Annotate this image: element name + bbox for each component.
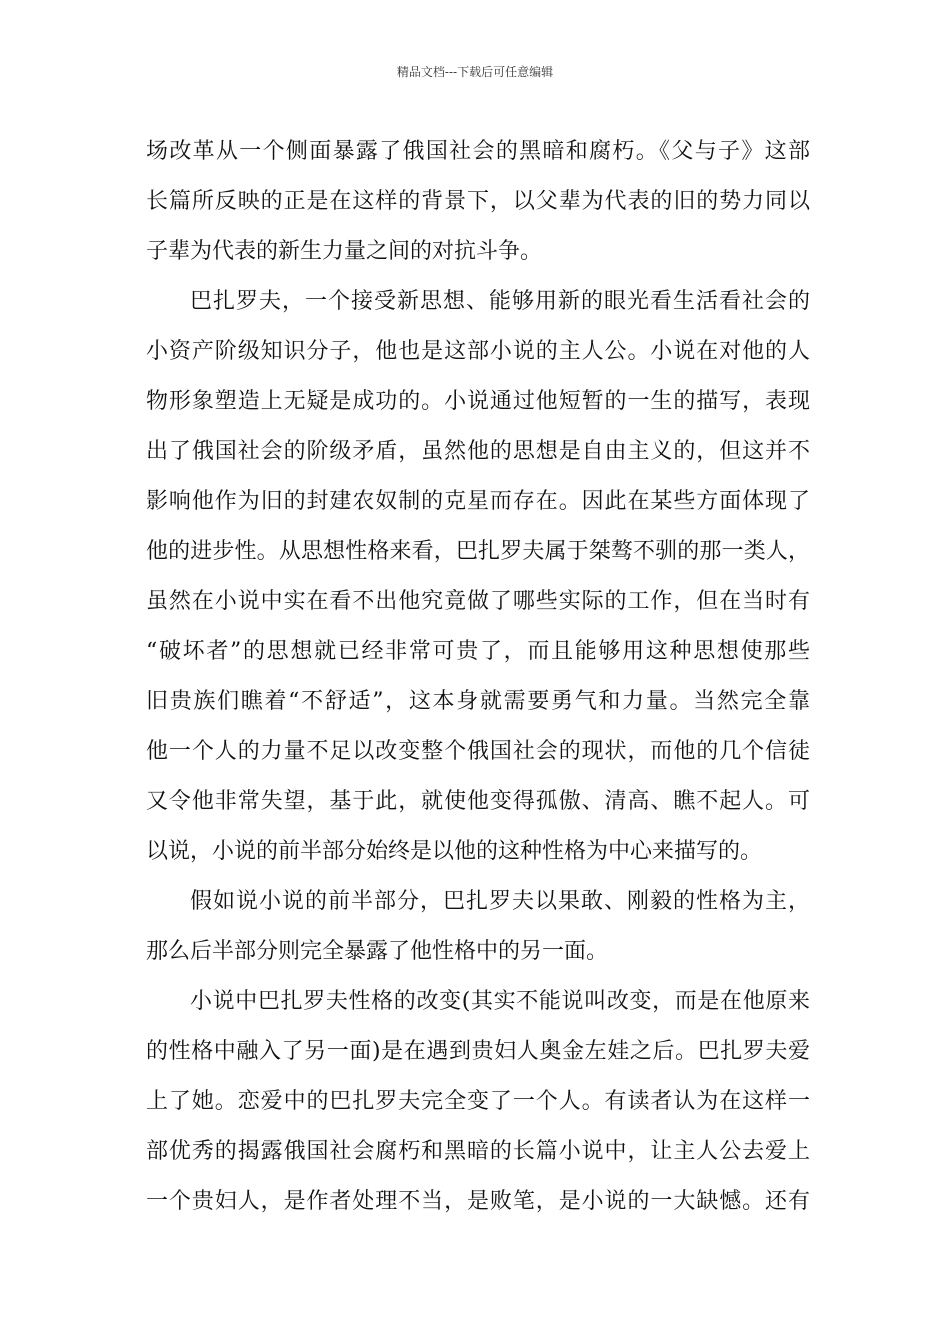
- text-line: 小说中巴扎罗夫性格的改变(其实不能说叫改变，而是在他原来: [190, 989, 810, 1014]
- paragraph-4: [146, 977, 810, 1227]
- paragraph-1: [146, 127, 810, 277]
- text-line: 场改革从一个侧面暴露了俄国社会的黑暗和腐朽。《父与子》这部: [146, 139, 810, 164]
- text-line: 虽然在小说中实在看不出他究竟做了哪些实际的工作，但在当时有: [146, 589, 810, 614]
- text-line: 子辈为代表的新生力量之间的对抗斗争。: [146, 239, 543, 264]
- text-line: 出了俄国社会的阶级矛盾，虽然他的思想是自由主义的，但这并不: [146, 439, 810, 464]
- text-line: 影响他作为旧的封建农奴制的克星而存在。因此在某些方面体现了: [146, 489, 810, 514]
- page-header: 精品文档---下载后可任意编辑: [396, 65, 554, 79]
- text-line: 巴扎罗夫，一个接受新思想、能够用新的眼光看生活看社会的: [190, 289, 810, 314]
- text-line: 小资产阶级知识分子，他也是这部小说的主人公。小说在对他的人: [146, 339, 810, 364]
- paragraph-2: [146, 277, 810, 877]
- text-line: 的性格中融入了另一面)是在遇到贵妇人奥金左娃之后。巴扎罗夫爱: [146, 1039, 810, 1064]
- text-line: 一个贵妇人，是作者处理不当，是败笔，是小说的一大缺憾。还有: [146, 1189, 810, 1214]
- text-line: 上了她。恋爱中的巴扎罗夫完全变了一个人。有读者认为在这样一: [146, 1089, 810, 1114]
- text-line: “破坏者”的思想就已经非常可贵了，而且能够用这种思想使那些: [146, 639, 810, 664]
- text-line: 他的进步性。从思想性格来看，巴扎罗夫属于桀骜不驯的那一类人，: [146, 539, 810, 564]
- text-line: 部优秀的揭露俄国社会腐朽和黑暗的长篇小说中，让主人公去爱上: [146, 1139, 810, 1164]
- text-line: 以说，小说的前半部分始终是以他的这种性格为中心来描写的。: [146, 839, 763, 864]
- text-line: 旧贵族们瞧着“不舒适”，这本身就需要勇气和力量。当然完全靠: [146, 689, 810, 714]
- document-body: [146, 127, 810, 1227]
- text-line: 长篇所反映的正是在这样的背景下，以父辈为代表的旧的势力同以: [146, 189, 810, 214]
- text-line: 那么后半部分则完全暴露了他性格中的另一面。: [146, 939, 609, 964]
- text-line: 物形象塑造上无疑是成功的。小说通过他短暂的一生的描写，表现: [146, 389, 810, 414]
- text-line: 假如说小说的前半部分，巴扎罗夫以果敢、刚毅的性格为主，: [190, 889, 810, 914]
- paragraph-3: [146, 877, 810, 977]
- text-line: 又令他非常失望，基于此，就使他变得孤傲、清高、瞧不起人。可: [146, 789, 810, 814]
- text-line: 他一个人的力量不足以改变整个俄国社会的现状，而他的几个信徒: [146, 739, 810, 764]
